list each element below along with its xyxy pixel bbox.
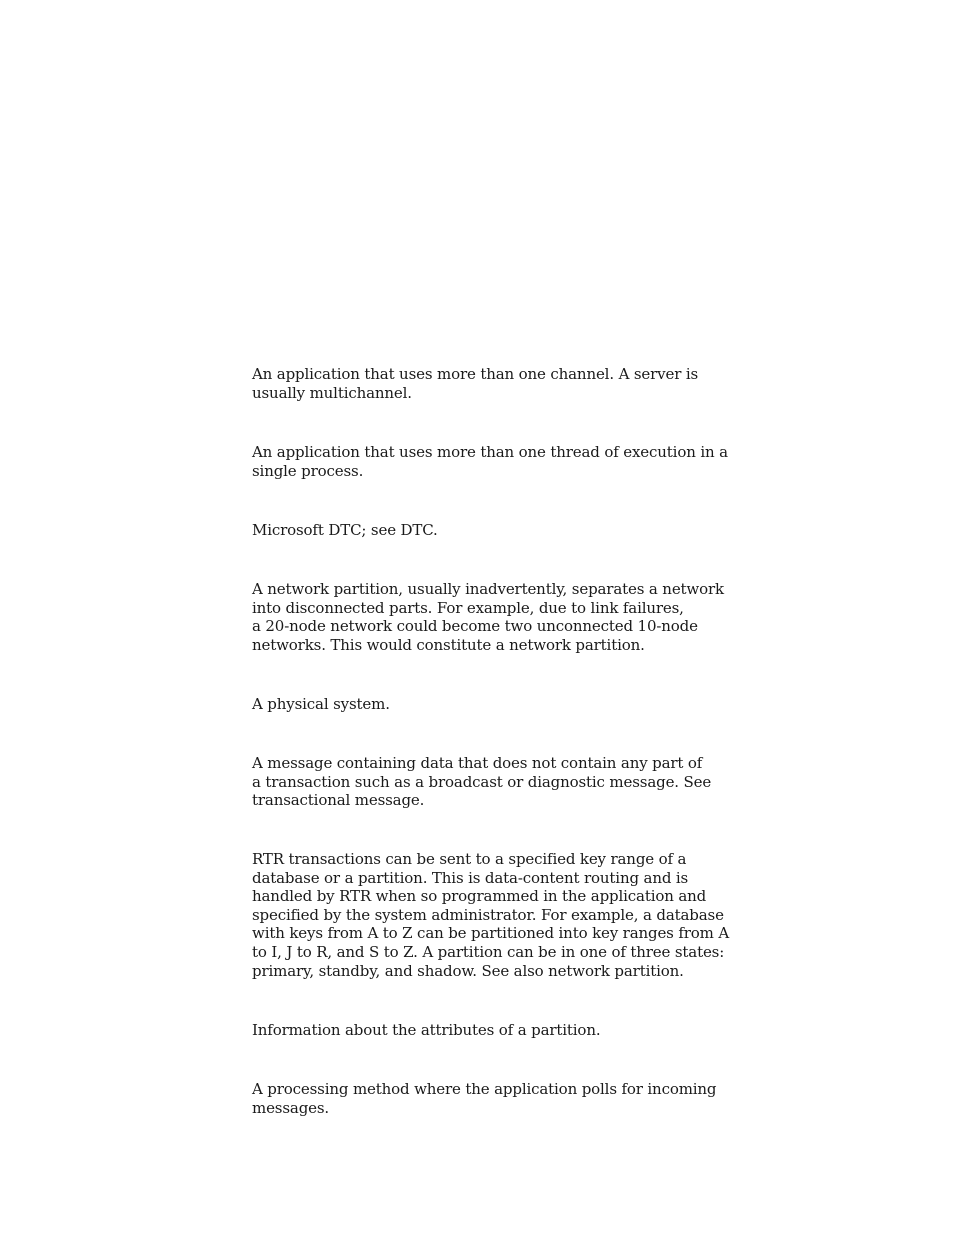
glossary-definition-node: A physical system. [252, 695, 390, 713]
glossary-definition-multithreaded: An application that uses more than one thread of execution in a single process. [252, 443, 728, 480]
glossary-definition-nontransactional-message: A message containing data that does not contain any part of a transaction such as a broadcast or diagnostic message. See transactional message. [252, 754, 712, 810]
glossary-definition-network-partition: A network partition, usually inadvertently, separates a network into disconnected parts. For example, due to link failures, a 20-node network could become two unconnected 10-node networks. This would constitute a network partition. [252, 580, 724, 654]
glossary-definition-polling: A processing method where the application polls for incoming messages. [252, 1080, 717, 1117]
glossary-definition-ms-dtc: Microsoft DTC; see DTC. [252, 521, 438, 539]
glossary-definition-partition: RTR transactions can be sent to a specified key range of a database or a partition. This is data-content routing and is handled by RTR when so programmed in the application and specified by the system administrator. For example, a database with keys from A to Z can be partitioned into key ranges from A to I, J to R, and S to Z. A partition can be in one of three states: primary, standby, and shadow. See also network partition. [252, 850, 730, 980]
glossary-definition-partition-properties: Information about the attributes of a partition. [252, 1021, 601, 1039]
glossary-definition-multichannel: An application that uses more than one channel. A server is usually multichannel. [252, 365, 699, 402]
